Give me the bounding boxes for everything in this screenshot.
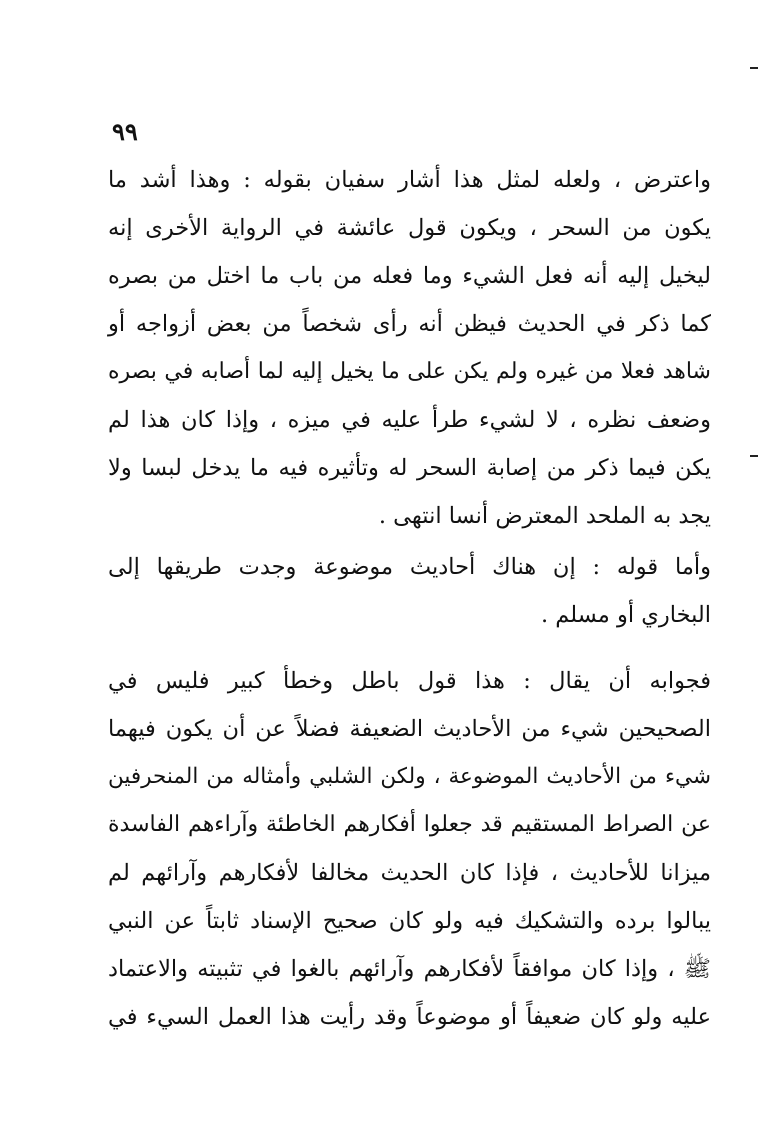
text-line: يجد به الملحد المعترض أنسا انتهى . <box>378 503 711 529</box>
paragraph-2 <box>108 543 711 639</box>
page-edge-mark <box>750 67 758 69</box>
text-line: الصحيحين شيء من الأحاديث الضعيفة فضلاً عن أن يكون فيهما <box>108 716 711 742</box>
paragraph-1 <box>108 156 711 540</box>
text-line: ﷺ ، وإذا كان موافقاً لأفكارهم وآرائهم بالغوا في تثبيته والاعتماد <box>108 956 711 982</box>
page-edge-mark <box>750 455 758 457</box>
text-line: فجوابه أن يقال : هذا قول باطل وخطأ كبير فليس في <box>108 668 711 694</box>
text-line: يبالوا برده والتشكيك فيه ولو كان صحيح الإسناد ثابتاً عن النبي <box>108 908 711 934</box>
text-line: يكن فيما ذكر من إصابة السحر له وتأثيره فيه ما يدخل لبسا ولا <box>108 455 711 481</box>
text-line: ليخيل إليه أنه فعل الشيء وما فعله من باب ما اختل من بصره <box>108 263 711 289</box>
text-line: ميزانا للأحاديث ، فإذا كان الحديث مخالفا لأفكارهم وآرائهم لم <box>108 860 711 886</box>
text-line: شاهد فعلا من غيره ولم يكن على ما يخيل إليه لما أصابه في بصره <box>108 359 711 384</box>
text-line: وضعف نظره ، لا لشيء طرأ عليه في ميزه ، وإذا كان هذا لم <box>108 407 711 433</box>
text-line: البخاري أو مسلم . <box>540 602 711 628</box>
page-number: ٩٩ <box>112 117 138 146</box>
text-line: وأما قوله : إن هناك أحاديث موضوعة وجدت طريقها إلى <box>108 554 711 580</box>
paragraph-3 <box>108 657 711 1041</box>
text-line: عليه ولو كان ضعيفاً أو موضوعاً وقد رأيت هذا العمل السيء في <box>108 1004 711 1030</box>
text-line: عن الصراط المستقيم قد جعلوا أفكارهم الخاطئة وآراءهم الفاسدة <box>108 812 711 837</box>
text-line: يكون من السحر ، ويكون قول عائشة في الرواية الأخرى إنه <box>108 215 711 241</box>
text-line: واعترض ، ولعله لمثل هذا أشار سفيان بقوله : وهذا أشد ما <box>108 167 711 193</box>
text-line: شيء من الأحاديث الموضوعة ، ولكن الشلبي وأمثاله من المنحرفين <box>108 764 711 789</box>
text-line: كما ذكر في الحديث فيظن أنه رأى شخصاً من بعض أزواجه أو <box>108 311 711 337</box>
